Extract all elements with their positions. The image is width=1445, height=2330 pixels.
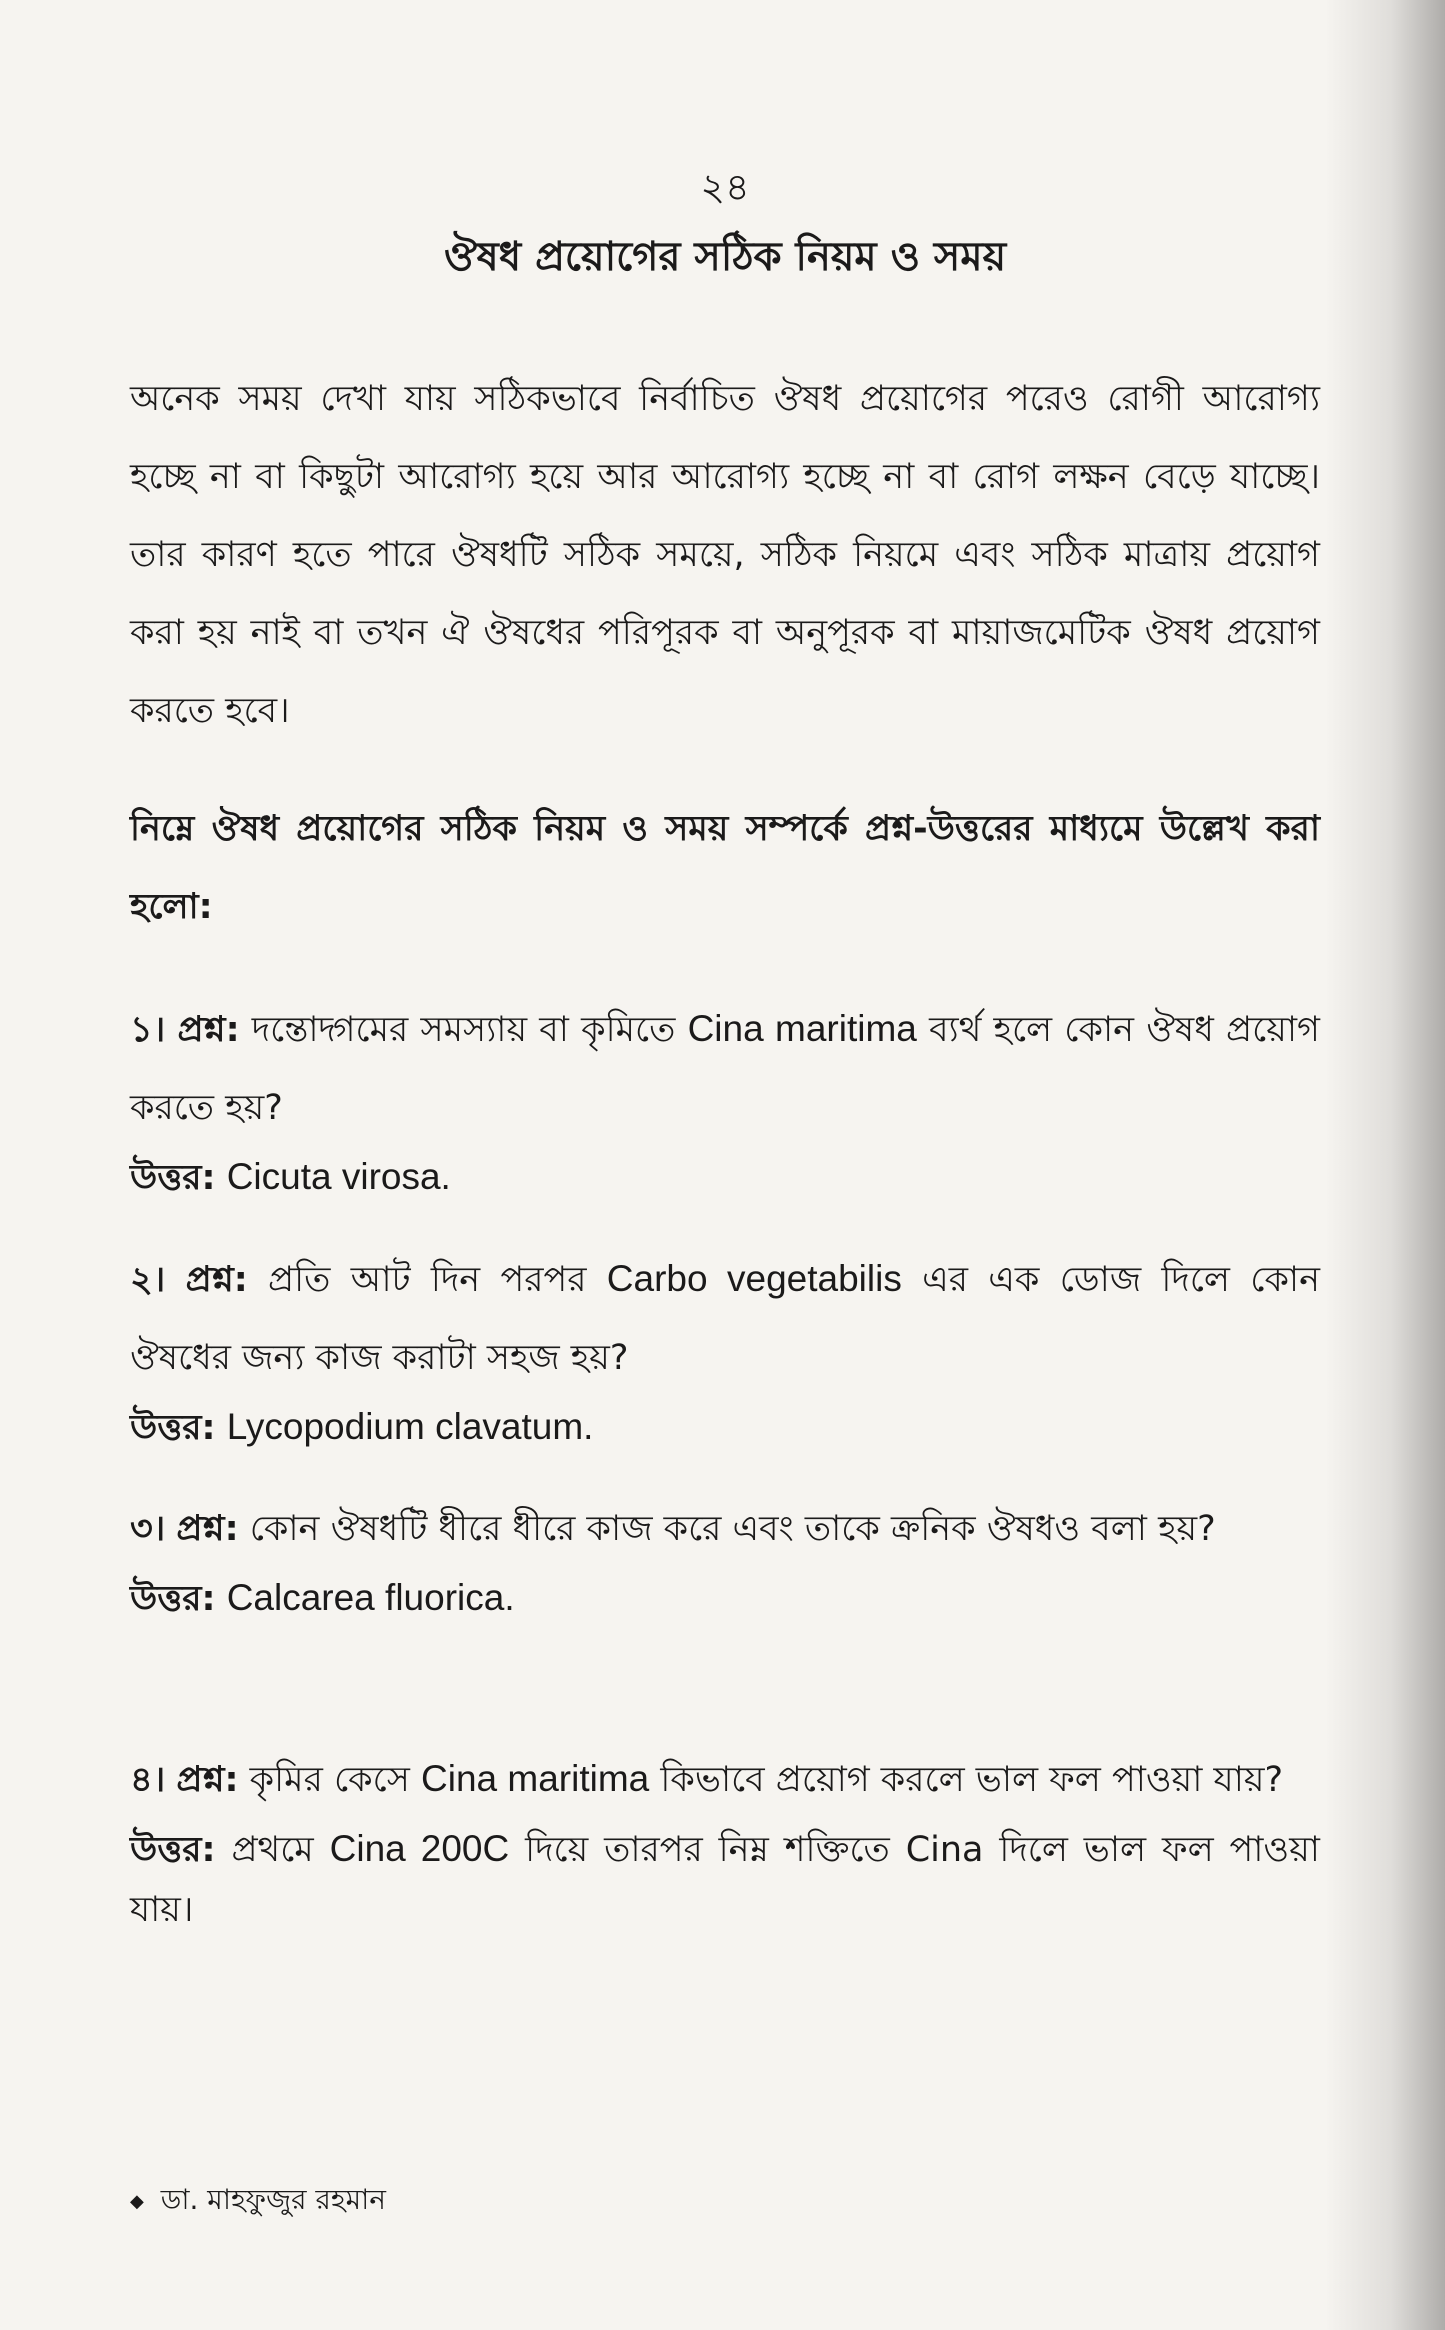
answer-remedy: Calcarea fluorica. [226, 1577, 515, 1618]
answer-remedy: Cina 200C [329, 1828, 510, 1869]
answer-label: উত্তর: [130, 1579, 216, 1619]
question-label: প্রশ্ন: [177, 1010, 240, 1050]
qa-item [130, 990, 1320, 1208]
question-number: ৩। [130, 1509, 166, 1549]
answer-remedy: Lycopodium clavatum. [226, 1406, 594, 1447]
page-footer [130, 2178, 386, 2225]
question-remedy: Cina maritima [421, 1758, 650, 1799]
author-name: ডা. মাহফুজুর রহমান [160, 2183, 386, 2216]
question [130, 1490, 1320, 1568]
answer-label: উত্তর: [130, 1158, 216, 1198]
question-text-end: কিভাবে প্রয়োগ করলে ভাল ফল পাওয়া যায়? [660, 1760, 1284, 1800]
lead-paragraph: নিম্নে ঔষধ প্রয়োগের সঠিক নিয়ম ও সময় সম্পর্কে প্রশ্ন-উত্তরের মাধ্যমে উল্লেখ করা হলো: [130, 809, 1320, 927]
answer-remedy: Cicuta virosa. [226, 1156, 451, 1197]
question-remedy: Carbo vegetabilis [606, 1258, 902, 1299]
page-edge-shadow [1325, 0, 1445, 2330]
question-text: কোন ঔষধটি ধীরে ধীরে কাজ করে এবং তাকে ক্রনিক ঔষধও বলা হয়? [249, 1509, 1216, 1549]
question-text-end: ব্যর্থ হলে কোন ঔষধ প্রয়োগ করতে হয়? [130, 1010, 1320, 1128]
question-text: কৃমির কেসে [249, 1760, 410, 1800]
answer-text: প্রথমে [231, 1830, 314, 1870]
question-number: ৪। [130, 1760, 166, 1800]
question-number: ১। [130, 1010, 166, 1050]
question-text-end: এর এক ডোজ দিলে কোন ঔষধের জন্য কাজ করাটা সহজ হয়? [130, 1260, 1320, 1378]
page-title: ঔষধ প্রয়োগের সঠিক নিয়ম ও সময় [443, 234, 1007, 280]
question-remedy: Cina maritima [687, 1008, 917, 1049]
question-label: প্রশ্ন: [185, 1260, 248, 1300]
intro-paragraph: অনেক সময় দেখা যায় সঠিকভাবে নির্বাচিত ঔষধ প্রয়োগের পরেও রোগী আরোগ্য হচ্ছে না বা কিছুটা আরোগ্য হয়ে আর আরোগ্য হচ্ছে না বা রোগ লক্ষন বেড়ে যাচ্ছে। তার কারণ হতে পারে ঔষধটি সঠিক সময়ে, সঠিক নিয়মে এবং সঠিক মাত্রায় প্রয়োগ করা হয় নাই বা তখন ঐ ঔষধের পরিপূরক বা অনুপূরক বা মায়াজমেটিক ঔষধ প্রয়োগ করতে হবে। [130, 379, 1320, 731]
question-label: প্রশ্ন: [176, 1509, 239, 1549]
answer [130, 1819, 1320, 1940]
question-number: ২। [130, 1260, 166, 1300]
answer [130, 1147, 1320, 1208]
question-label: প্রশ্ন: [176, 1760, 239, 1800]
qa-item [130, 1740, 1320, 1940]
question [130, 1740, 1320, 1819]
question-text: প্রতি আট দিন পরপর [268, 1260, 587, 1300]
question-text: দন্তোদ্গমের সমস্যায় বা কৃমিতে [251, 1010, 676, 1050]
answer-label: উত্তর: [130, 1408, 216, 1448]
page-number: ২৪ [700, 165, 750, 209]
question [130, 990, 1320, 1147]
answer [130, 1568, 1320, 1629]
question [130, 1240, 1320, 1397]
answer-label: উত্তর: [130, 1830, 216, 1870]
qa-item [130, 1490, 1320, 1629]
answer [130, 1397, 1320, 1458]
qa-item [130, 1240, 1320, 1458]
diamond-bullet-icon: ◆ [130, 2190, 144, 2212]
answer-text-end: দিয়ে তারপর নিম্ন শক্তিতে Cina দিলে ভাল ফল পাওয়া যায়। [130, 1830, 1320, 1930]
